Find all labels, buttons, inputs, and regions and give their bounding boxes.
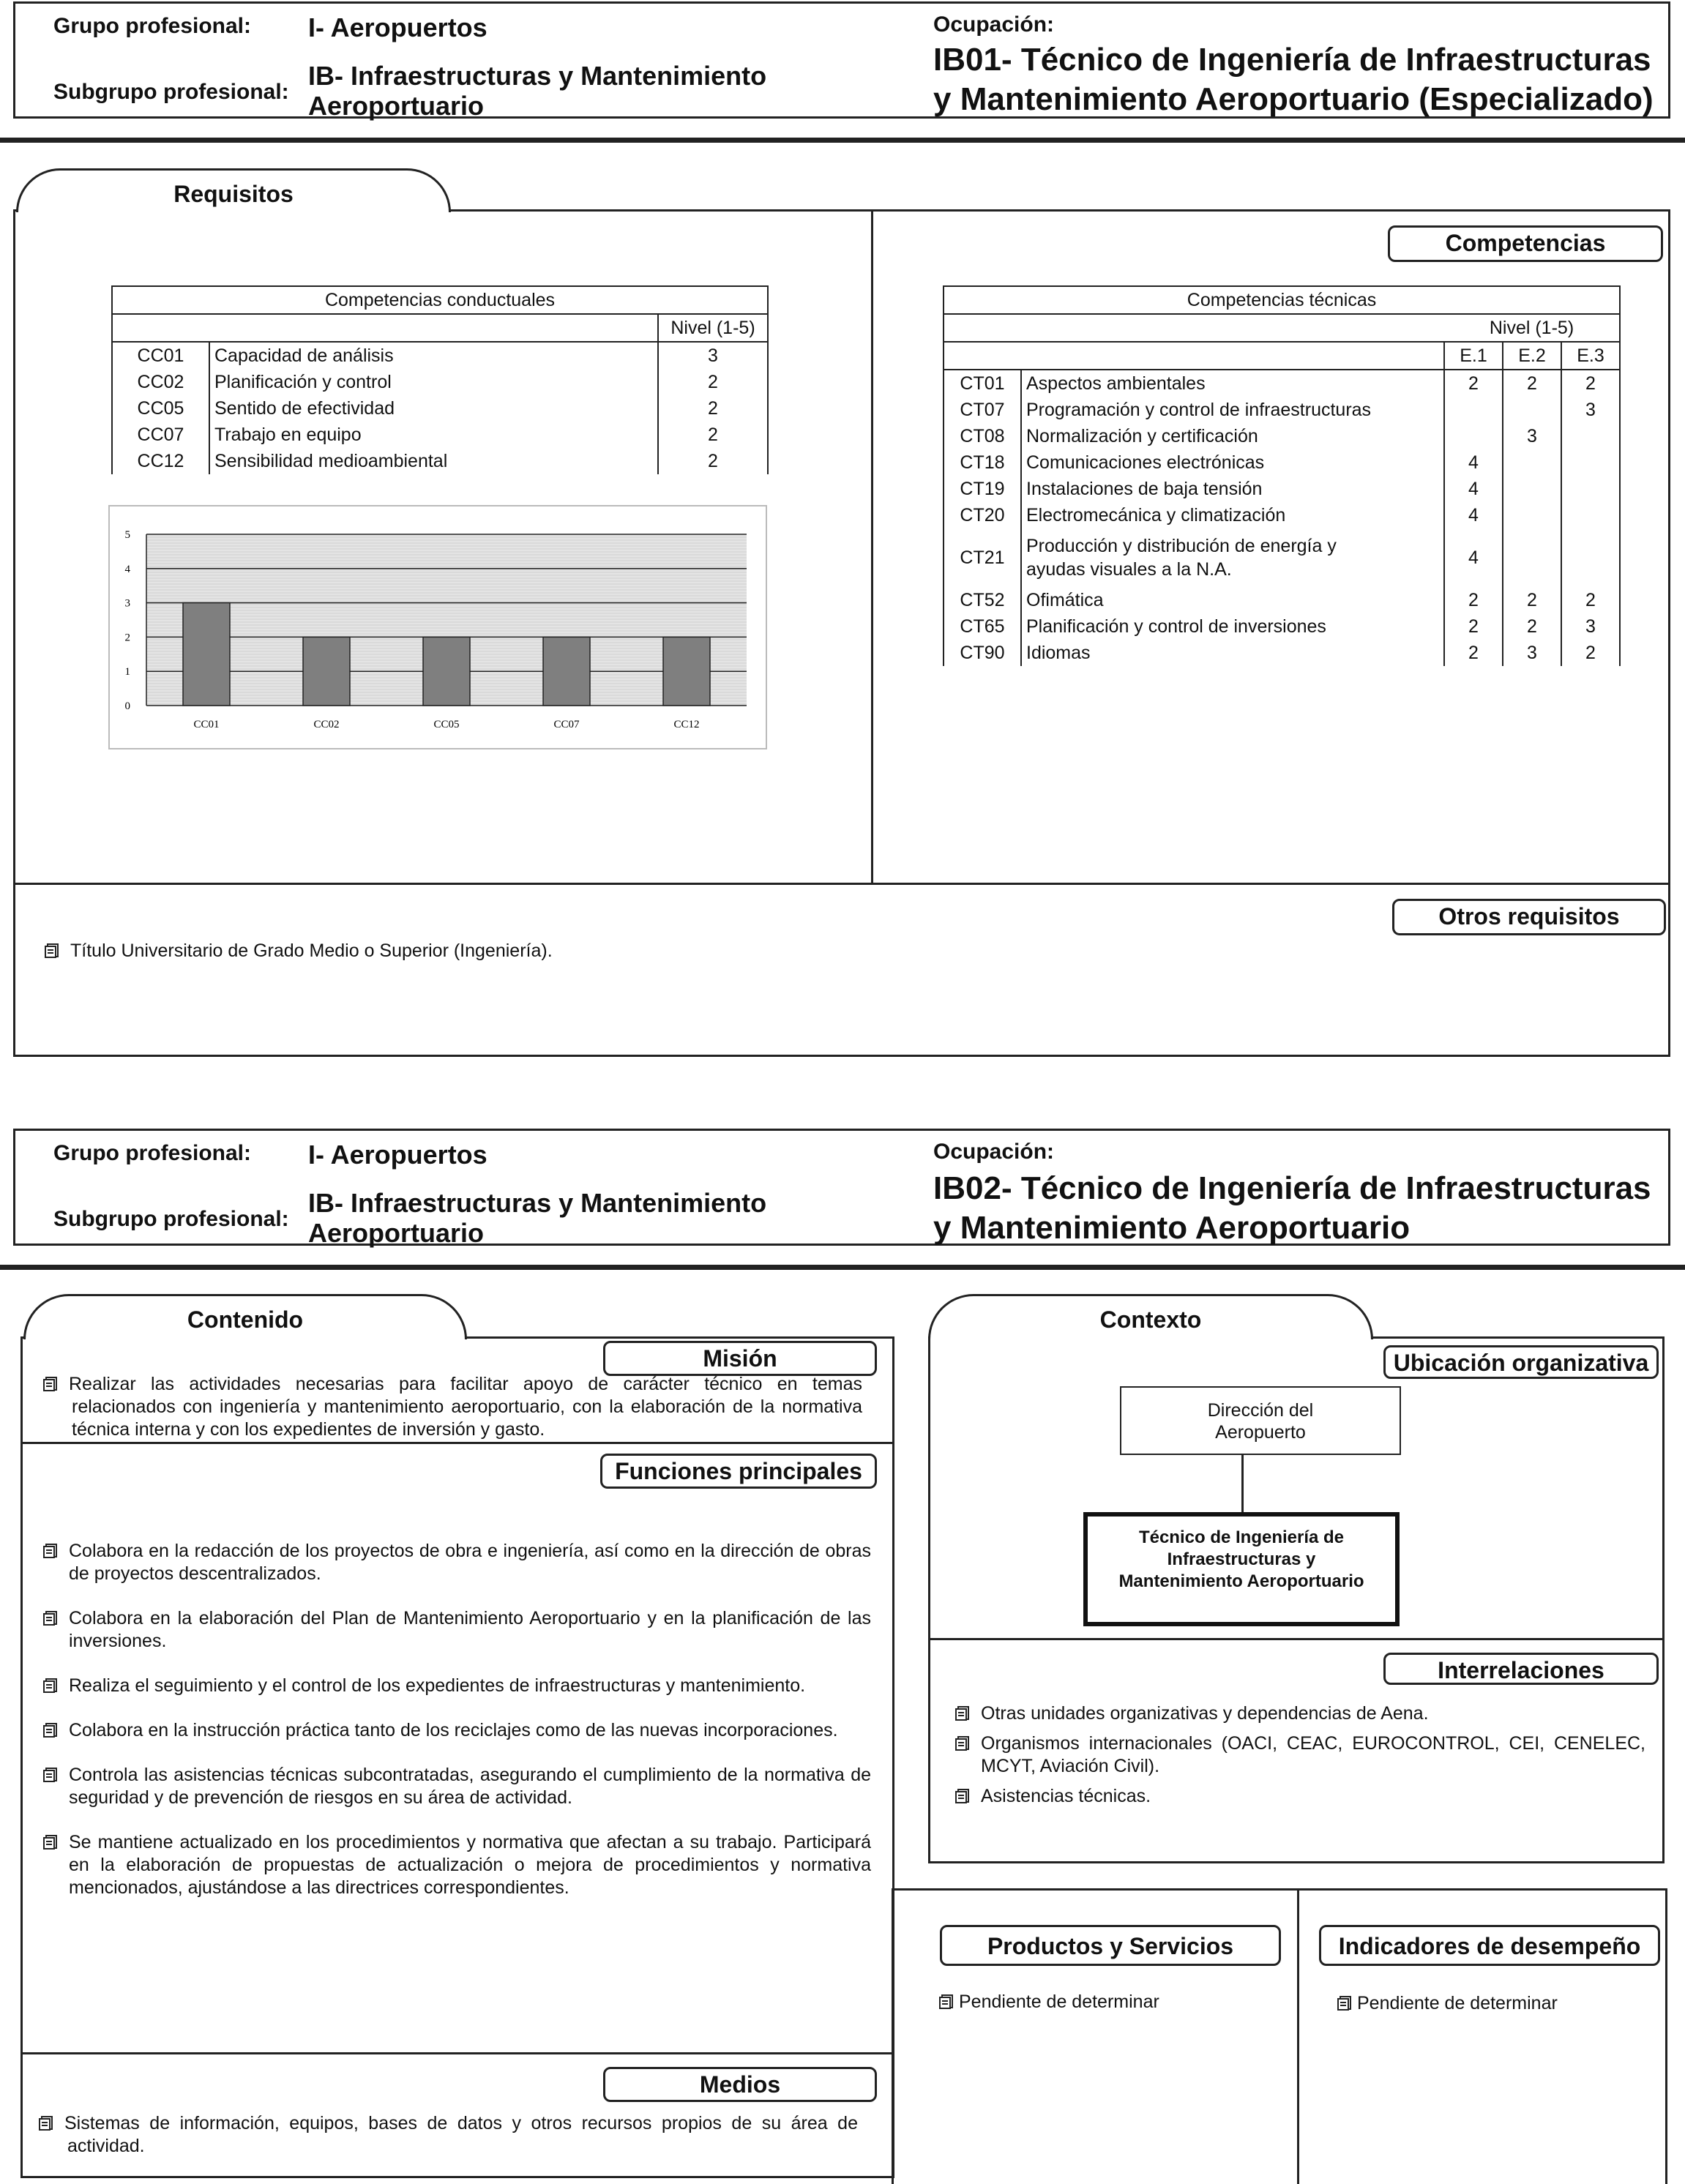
competency-name: Trabajo en equipo	[209, 422, 658, 448]
y-tick-label: 4	[124, 563, 130, 575]
competency-code: CC05	[112, 395, 209, 422]
level-e2	[1503, 528, 1561, 587]
conductuales-bar-chart	[110, 506, 769, 751]
level-e2: 3	[1503, 640, 1561, 666]
level-e3: 3	[1561, 397, 1620, 423]
mision-text: Realizar las actividades necesarias para facilitar apoyo de carácter técnico en temas relacionados con ingeniería y mantenimiento aeroportuario, con la elaboración de la normativa técnica interna y con los expedientes de inversión y gasto.	[42, 1373, 862, 1441]
productos-pill: Productos y Servicios	[940, 1925, 1281, 1966]
document-bullet-icon	[44, 943, 60, 959]
level-e2: 2	[1503, 370, 1561, 397]
grupo-label-2: Grupo profesional:	[53, 1141, 251, 1165]
grupo-label: Grupo profesional:	[53, 14, 251, 38]
x-tick-label: CC05	[433, 719, 460, 730]
list-item: Colabora en la instrucción práctica tanto de los reciclajes como de las nuevas incorporaciones.	[42, 1719, 871, 1742]
conductuales-table	[111, 285, 769, 474]
level-e1: 2	[1444, 613, 1503, 640]
competency-code: CC02	[112, 369, 209, 395]
list-item: Se mantiene actualizado en los procedimientos y normativa que afectan a su trabajo. Participará en la elaboración de propuestas de actualización o mejora de procedimientos y normativa mencionados, ajustándose a las directrices correspondientes.	[42, 1831, 871, 1899]
competency-level: 2	[658, 422, 768, 448]
contexto-divider	[928, 1638, 1665, 1640]
requisitos-tab: Requisitos	[16, 168, 451, 212]
table-row	[944, 640, 1620, 666]
competency-name: Aspectos ambientales	[1021, 370, 1444, 397]
org-chart	[928, 1383, 1665, 1632]
medios-text: Sistemas de información, equipos, bases de datos y otros recursos propios de su área de actividad.	[38, 2112, 858, 2158]
bar-cc12	[663, 637, 710, 706]
ocupacion-title: IB01- Técnico de Ingeniería de Infraestructuras y Mantenimiento Aeroportuario (Especializado)	[933, 42, 1654, 117]
level-e3: 3	[1561, 613, 1620, 640]
level-e1: 2	[1444, 640, 1503, 666]
competency-code: CT65	[944, 613, 1021, 640]
grupo-value-2: I- Aeropuertos	[308, 1140, 487, 1170]
otros-requisitos-pill: Otros requisitos	[1392, 899, 1666, 935]
subgrupo-value-2: IB- Infraestructuras y Mantenimiento Aeroportuario	[308, 1188, 767, 1249]
competency-name: Ofimática	[1021, 587, 1444, 613]
y-tick-label: 1	[124, 666, 130, 678]
document-bullet-icon	[938, 1994, 954, 2010]
competency-name: Instalaciones de baja tensión	[1021, 476, 1444, 502]
competency-name: Electromecánica y climatización	[1021, 502, 1444, 528]
bar-cc05	[423, 637, 470, 706]
document-bullet-icon	[42, 1678, 59, 1694]
competency-name: Sentido de efectividad	[209, 395, 658, 422]
level-e2: 3	[1503, 423, 1561, 449]
level-e3	[1561, 449, 1620, 476]
level-e1: 4	[1444, 476, 1503, 502]
bar-cc07	[543, 637, 590, 706]
level-e1: 4	[1444, 449, 1503, 476]
productos-text: Pendiente de determinar	[938, 1991, 1159, 2013]
subgrupo-label-2: Subgrupo profesional:	[53, 1207, 289, 1231]
sheet1-rule	[0, 138, 1685, 143]
x-tick-label: CC12	[673, 719, 700, 730]
sheet1-header	[13, 1, 1670, 119]
table-row	[944, 587, 1620, 613]
level-e3	[1561, 502, 1620, 528]
requisitos-divider	[871, 209, 873, 884]
list-item: Colabora en la redacción de los proyectos de obra e ingeniería, así como en la dirección de obras de proyectos descentralizados.	[42, 1540, 871, 1585]
grupo-value: I- Aeropuertos	[308, 12, 487, 42]
document-bullet-icon	[42, 1834, 59, 1850]
y-tick-label: 5	[124, 529, 130, 541]
table-row	[944, 502, 1620, 528]
table-row	[944, 397, 1620, 423]
table-row	[944, 476, 1620, 502]
competency-code: CC01	[112, 342, 209, 369]
org-parent-box: Dirección del Aeropuerto	[1120, 1386, 1401, 1455]
table-row	[944, 423, 1620, 449]
otros-requisitos-item: Título Universitario de Grado Medio o Superior (Ingeniería).	[44, 940, 995, 962]
competency-name: Comunicaciones electrónicas	[1021, 449, 1444, 476]
y-tick-label: 0	[124, 700, 130, 712]
mision-pill: Misión	[603, 1341, 877, 1376]
competency-name: Planificación y control	[209, 369, 658, 395]
level-e1	[1444, 423, 1503, 449]
document-bullet-icon	[954, 1705, 971, 1721]
table-row	[944, 613, 1620, 640]
competency-name: Sensibilidad medioambiental	[209, 448, 658, 474]
competency-code: CT20	[944, 502, 1021, 528]
level-e1: 4	[1444, 528, 1503, 587]
funciones-pill: Funciones principales	[600, 1454, 877, 1489]
tecnicas-col-e1: E.1	[1444, 342, 1503, 370]
level-e1: 2	[1444, 587, 1503, 613]
indicadores-text: Pendiente de determinar	[1337, 1992, 1558, 2015]
level-e3	[1561, 528, 1620, 587]
conductuales-title: Competencias conductuales	[112, 286, 768, 314]
document-bullet-icon	[42, 1610, 59, 1626]
tecnicas-col-e3: E.3	[1561, 342, 1620, 370]
document-bullet-icon	[42, 1376, 59, 1392]
table-row	[112, 448, 768, 474]
competency-name: Capacidad de análisis	[209, 342, 658, 369]
competencias-pill: Competencias	[1388, 225, 1663, 262]
list-item: Asistencias técnicas.	[954, 1785, 1645, 1808]
competency-code: CT21	[944, 528, 1021, 587]
level-e1: 2	[1444, 370, 1503, 397]
competency-name: Producción y distribución de energía y ayudas visuales a la N.A.	[1021, 528, 1444, 587]
y-tick-label: 3	[124, 597, 130, 610]
list-item: Controla las asistencias técnicas subcontratadas, asegurando el cumplimiento de la normativa de seguridad y de prevención de riesgos en su área de actividad.	[42, 1764, 871, 1809]
contexto-tab: Contexto	[928, 1294, 1373, 1339]
level-e3: 2	[1561, 640, 1620, 666]
document-bullet-icon	[954, 1788, 971, 1804]
competency-level: 2	[658, 395, 768, 422]
tecnicas-col-e2: E.2	[1503, 342, 1561, 370]
document-bullet-icon	[38, 2115, 54, 2131]
y-tick-label: 2	[124, 632, 130, 644]
tecnicas-nivel-header: Nivel (1-5)	[1444, 314, 1620, 342]
ocupacion-label: Ocupación:	[933, 12, 1055, 37]
competency-code: CT01	[944, 370, 1021, 397]
table-row	[112, 422, 768, 448]
ubicacion-pill: Ubicación organizativa	[1383, 1345, 1659, 1379]
level-e2	[1503, 502, 1561, 528]
interrelaciones-list	[954, 1702, 1645, 1815]
document-bullet-icon	[42, 1767, 59, 1783]
level-e2: 2	[1503, 613, 1561, 640]
sheet2-header	[13, 1129, 1670, 1249]
bar-cc01	[183, 603, 230, 706]
level-e2	[1503, 449, 1561, 476]
competency-code: CT90	[944, 640, 1021, 666]
level-e2: 2	[1503, 587, 1561, 613]
table-row	[944, 528, 1620, 587]
document-bullet-icon	[1337, 1995, 1353, 2011]
medios-divider	[20, 2052, 894, 2054]
table-row	[944, 449, 1620, 476]
bar-cc02	[303, 637, 350, 706]
competency-level: 2	[658, 448, 768, 474]
competency-code: CT19	[944, 476, 1021, 502]
competency-code: CT18	[944, 449, 1021, 476]
conductuales-nivel-header: Nivel (1-5)	[658, 314, 768, 342]
level-e3	[1561, 423, 1620, 449]
competency-level: 2	[658, 369, 768, 395]
tecnicas-title: Competencias técnicas	[944, 286, 1620, 314]
contenido-tab: Contenido	[23, 1294, 467, 1339]
interrelaciones-pill: Interrelaciones	[1383, 1653, 1659, 1685]
level-e2	[1503, 476, 1561, 502]
competency-code: CT07	[944, 397, 1021, 423]
subgrupo-label: Subgrupo profesional:	[53, 80, 289, 104]
list-item: Otras unidades organizativas y dependencias de Aena.	[954, 1702, 1645, 1725]
level-e1	[1444, 397, 1503, 423]
ocupacion-label-2: Ocupación:	[933, 1140, 1055, 1164]
competency-code: CC12	[112, 448, 209, 474]
org-child-box: Técnico de Ingeniería de Infraestructuras y Mantenimiento Aeroportuario	[1083, 1512, 1400, 1626]
tecnicas-table	[943, 285, 1621, 666]
indicadores-pill: Indicadores de desempeño	[1319, 1925, 1660, 1966]
competency-code: CT08	[944, 423, 1021, 449]
level-e2	[1503, 397, 1561, 423]
document-bullet-icon	[42, 1722, 59, 1738]
x-tick-label: CC07	[553, 719, 580, 730]
competency-name: Idiomas	[1021, 640, 1444, 666]
competency-name: Normalización y certificación	[1021, 423, 1444, 449]
table-row	[112, 369, 768, 395]
x-tick-label: CC01	[193, 719, 220, 730]
competency-level: 3	[658, 342, 768, 369]
ocupacion-title-2: IB02- Técnico de Ingeniería de Infraestructuras y Mantenimiento Aeroportuario	[933, 1170, 1651, 1246]
table-row	[944, 370, 1620, 397]
sheet2-rule	[0, 1265, 1685, 1270]
competency-name: Programación y control de infraestructuras	[1021, 397, 1444, 423]
medios-pill: Medios	[603, 2067, 877, 2102]
document-bullet-icon	[954, 1735, 971, 1751]
list-item: Organismos internacionales (OACI, CEAC, EUROCONTROL, CEI, CENELEC, MCYT, Aviación Civil).	[954, 1732, 1645, 1778]
competency-name: Planificación y control de inversiones	[1021, 613, 1444, 640]
table-row	[112, 395, 768, 422]
level-e1: 4	[1444, 502, 1503, 528]
subgrupo-value: IB- Infraestructuras y Mantenimiento Aeroportuario	[308, 61, 767, 121]
conductuales-chart	[108, 505, 767, 749]
list-item: Realiza el seguimiento y el control de los expedientes de infraestructuras y mantenimiento.	[42, 1675, 871, 1697]
competency-code: CC07	[112, 422, 209, 448]
otros-divider	[13, 883, 1670, 885]
funciones-list	[42, 1540, 871, 1921]
table-row	[112, 342, 768, 369]
productos-divider	[1297, 1888, 1299, 2184]
mision-divider	[20, 1442, 894, 1444]
level-e3	[1561, 476, 1620, 502]
document-bullet-icon	[42, 1543, 59, 1559]
level-e3: 2	[1561, 587, 1620, 613]
list-item: Colabora en la elaboración del Plan de Mantenimiento Aeroportuario y en la planificación de las inversiones.	[42, 1607, 871, 1653]
x-tick-label: CC02	[313, 719, 340, 730]
competency-code: CT52	[944, 587, 1021, 613]
level-e3: 2	[1561, 370, 1620, 397]
